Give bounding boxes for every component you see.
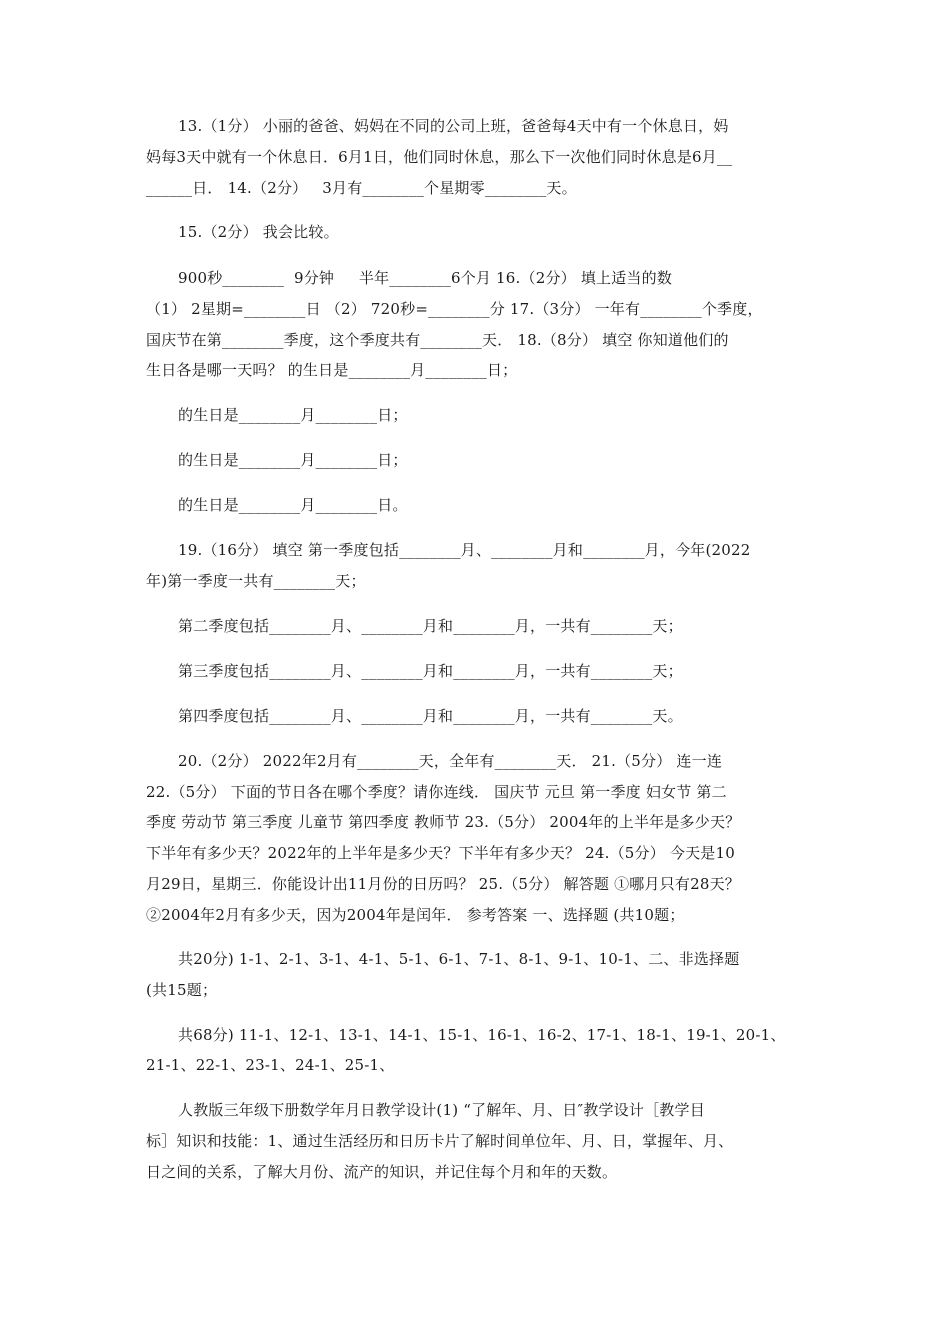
text-line: 月29日，星期三．你能设计出11月份的日历吗？ 25.（5分） 解答题 ①哪月只有28天？ xyxy=(146,875,740,893)
text-line: 的生日是________月________日； xyxy=(178,406,408,424)
text-line: 的生日是________月________日； xyxy=(178,451,408,469)
text-line: 妈每3天中就有一个休息日．6月1日，他们同时休息，那么下一次他们同时休息是6月__ xyxy=(146,148,733,166)
text-line: 季度 劳动节 第三季度 儿童节 第四季度 教师节 23.（5分） 2004年的上半年是多少天？ xyxy=(146,813,741,831)
text-line: 第四季度包括________月、________月和________月，一共有________天。 xyxy=(178,707,683,725)
text-line: 15.（2分） 我会比较。 xyxy=(178,223,339,241)
text-line: 生日各是哪一天吗？ 的生日是________月________日； xyxy=(146,361,518,379)
text-line: 人教版三年级下册数学年月日教学设计(1) “了解年、月、日″教学设计［教学目 xyxy=(178,1101,705,1119)
text-line: 共20分) 1-1、2-1、3-1、4-1、5-1、6-1、7-1、8-1、9-1、10-1、二、非选择题 xyxy=(178,950,740,968)
text-line: 标］知识和技能：1、通过生活经历和日历卡片了解时间单位年、月、日，掌握年、月、 xyxy=(146,1132,734,1150)
text-line: （1） 2星期=________日 （2） 720秒=________分 17.（3分） 一年有________个季度， xyxy=(146,300,763,318)
text-line: 第三季度包括________月、________月和________月，一共有________天； xyxy=(178,662,683,680)
text-line: 900秒________ 9分钟 半年________6个月 16.（2分） 填上适当的数 xyxy=(178,269,673,287)
text-line: ______日． 14.（2分） 3月有________个星期零________天。 xyxy=(146,179,577,197)
text-line: ②2004年2月有多少天，因为2004年是闰年． 参考答案 一、选择题 (共10题； xyxy=(146,906,685,924)
text-line: 共68分) 11-1、12-1、13-1、14-1、15-1、16-1、16-2、17-1、18-1、19-1、20-1、 xyxy=(178,1026,786,1044)
text-line: (共15题； xyxy=(146,981,218,999)
text-line: 下半年有多少天？2022年的上半年是多少天？下半年有多少天？ 24.（5分） 今天是10 xyxy=(146,844,735,862)
text-line: 国庆节在第________季度，这个季度共有________天． 18.（8分） 填空 你知道他们的 xyxy=(146,331,729,349)
text-line: 19.（16分） 填空 第一季度包括________月、________月和________月，今年(2022 xyxy=(178,541,751,559)
text-line: 21-1、22-1、23-1、24-1、25-1、 xyxy=(146,1056,395,1074)
text-line: 第二季度包括________月、________月和________月，一共有________天； xyxy=(178,617,683,635)
text-line: 年)第一季度一共有________天； xyxy=(146,572,366,590)
text-line: 的生日是________月________日。 xyxy=(178,496,408,514)
text-line: 22.（5分） 下面的节日各在哪个季度？请你连线． 国庆节 元旦 第一季度 妇女节 第二 xyxy=(146,783,727,801)
text-line: 13.（1分） 小丽的爸爸、妈妈在不同的公司上班，爸爸每4天中有一个休息日，妈 xyxy=(178,117,729,135)
text-line: 日之间的关系，了解大月份、流产的知识，并记住每个月和年的天数。 xyxy=(146,1163,618,1181)
text-line: 20.（2分） 2022年2月有________天，全年有________天． 21.（5分） 连一连 xyxy=(178,752,723,770)
